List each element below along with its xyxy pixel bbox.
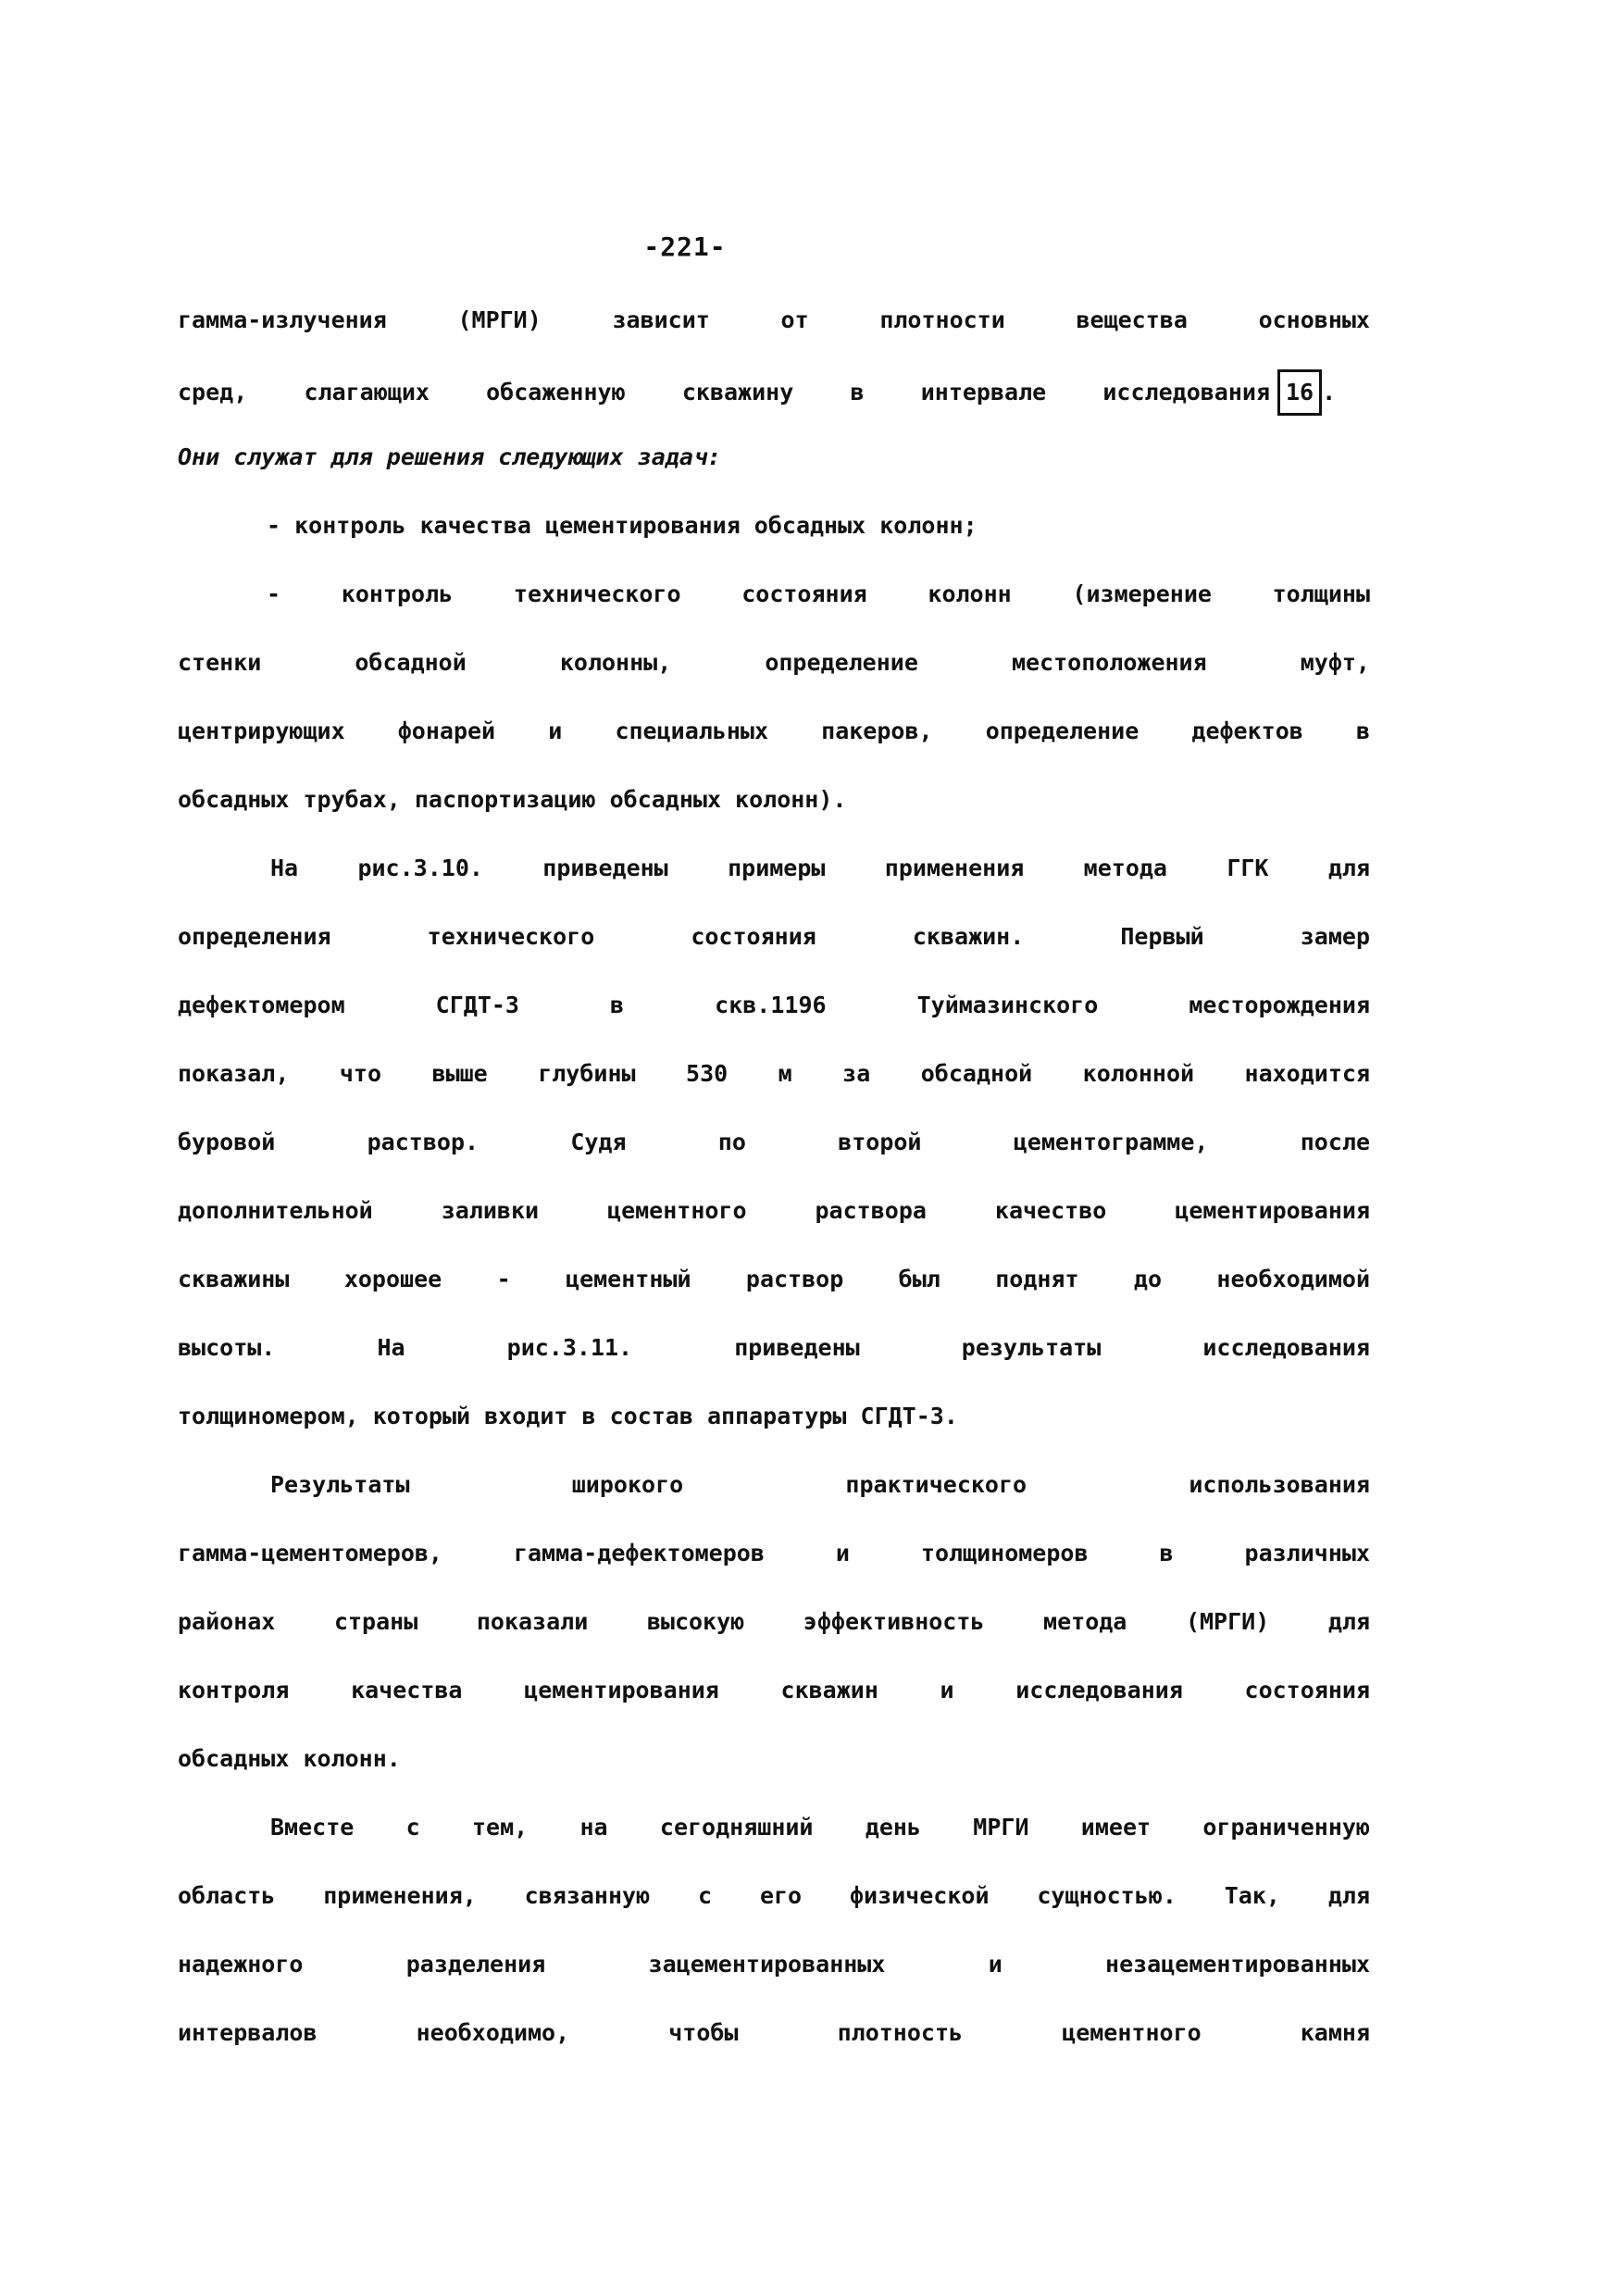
text-line-19: гамма-цементомеров, гамма-дефектомеров и толщиномеров в различных xyxy=(178,1540,1370,1566)
text-line-12: показал, что выше глубины 530 м за обсадной колонной находится xyxy=(178,1060,1370,1087)
text-line-7: центрирующих фонарей и специальных пакеров, определение дефектов в xyxy=(178,718,1370,744)
text-line-1: гамма-излучения (МРГИ) зависит от плотности вещества основных xyxy=(178,306,1370,333)
text-line-24: область применения, связанную с его физической сущностью. Так, для xyxy=(178,1882,1370,1909)
text-line-9: На рис.3.10. приведены примеры применения метода ГГК для xyxy=(270,855,1370,881)
text-line-23: Вместе с тем, на сегодняшний день МРГИ имеет ограниченную xyxy=(270,1814,1370,1841)
text-line-16: высоты. На рис.3.11. приведены результаты исследования xyxy=(178,1334,1370,1361)
text-line-20: районах страны показали высокую эффективность метода (МРГИ) для xyxy=(178,1608,1370,1635)
text-line-2: сред, слагающих обсаженную скважину в интервале исследования 16 . xyxy=(178,369,1370,408)
text-line-2-body: сред, слагающих обсаженную скважину в интервале исследования xyxy=(178,379,1270,406)
text-line-17: толщиномером, который входит в состав аппаратуры СГДТ-3. xyxy=(178,1403,958,1429)
text-line-18: Результаты широкого практического использования xyxy=(270,1471,1370,1498)
text-line-5: - контроль технического состояния колонн (измерение толщины xyxy=(267,580,1370,607)
text-line-6: стенки обсадной колонны, определение местоположения муфт, xyxy=(178,649,1370,676)
text-line-25: надежного разделения зацементированных и незацементированных xyxy=(178,1951,1370,1978)
text-line-11: дефектомером СГДТ-3 в скв.1196 Туймазинского месторождения xyxy=(178,992,1370,1018)
text-line-8: обсадных трубах, паспортизацию обсадных колонн). xyxy=(178,786,847,813)
text-line-13: буровой раствор. Судя по второй цементограмме, после xyxy=(178,1129,1370,1155)
text-line-10: определения технического состояния скважин. Первый замер xyxy=(178,923,1370,950)
page-number: -221- xyxy=(643,231,727,262)
text-line-22: обсадных колонн. xyxy=(178,1745,401,1772)
text-line-4: - контроль качества цементирования обсадных колонн; xyxy=(267,512,978,539)
text-line-21: контроля качества цементирования скважин и исследования состояния xyxy=(178,1677,1370,1703)
text-line-26: интервалов необходимо, чтобы плотность цементного камня xyxy=(178,2019,1370,2046)
text-line-14: дополнительной заливки цементного раствора качество цементирования xyxy=(178,1197,1370,1224)
reference-bracket: 16 xyxy=(1277,369,1322,416)
text-line-15: скважины хорошее - цементный раствор был поднят до необходимой xyxy=(178,1266,1370,1292)
text-line-3: Они служат для решения следующих задач: xyxy=(178,443,721,470)
